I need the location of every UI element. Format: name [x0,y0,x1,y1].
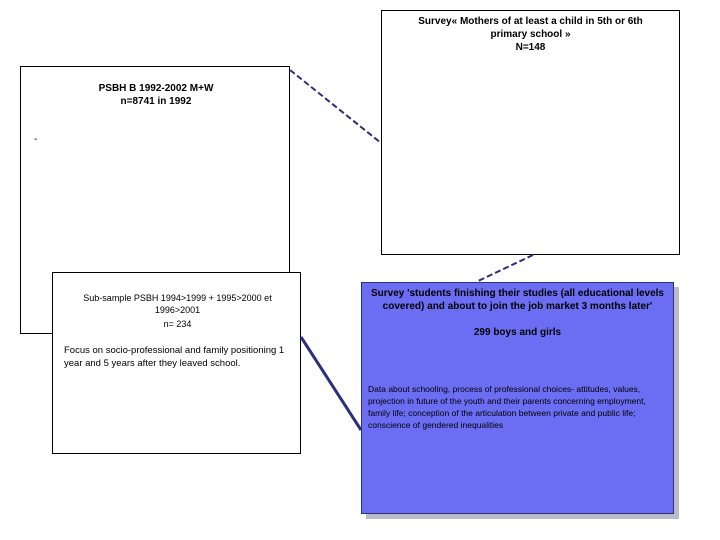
survey-mothers-box [381,10,680,255]
survey-students-n: 299 boys and girls [473,327,562,338]
subsample-title: Sub-sample PSBH 1994>1999 + 1995>2000 et 1996>2001 [83,293,272,315]
subsample-box [52,272,301,454]
psbh-title: PSBH B 1992-2002 M+W [98,83,214,94]
survey-mothers-n: N=148 [515,42,546,53]
survey-students-description: Data about schooling, process of professional choices- attitudes, values, projection in future of the youth and their parents concerning employment, family life; conception of the articulation between private and public life; conscience of gendered inequalities [368,384,646,430]
dashed-connector-psbh-mothers [290,70,381,143]
survey-students-title: Survey 'students finishing their studies (all educational levels covered) and about to join the job market 3 months later' [370,288,664,312]
survey-students-box [361,282,674,514]
subsample-focus: Focus on socio-professional and family positioning 1 year and 5 years after they leaved school. [64,345,285,369]
subsample-n: n= 234 [163,319,192,329]
dashed-connector-mothers-students [476,255,533,282]
survey-mothers-title: Survey« Mothers of at least a child in 5th or 6th primary school » [418,16,643,40]
psbh-dash: - [34,134,38,145]
solid-connector-subsample-students [301,337,361,430]
psbh-n: n=8741 in 1992 [120,96,192,107]
